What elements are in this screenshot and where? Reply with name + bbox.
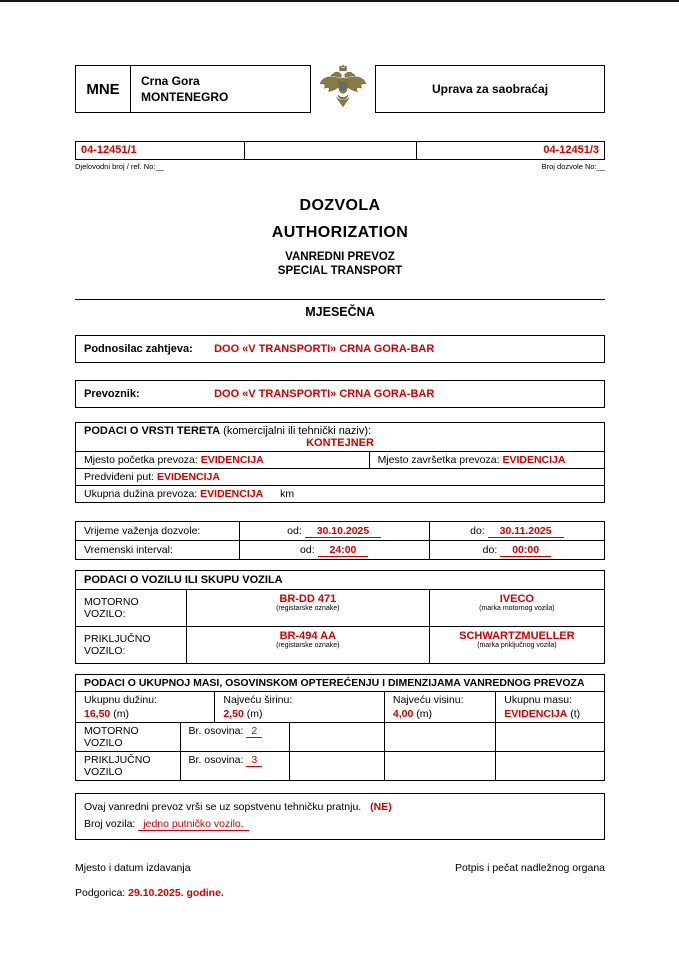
- from-label: od:: [287, 525, 302, 537]
- motor-axles-vehicle-label: MOTORNO VOZILO: [76, 723, 181, 751]
- interval-from-time: 24:00: [318, 544, 369, 557]
- trailer-plate-value: BR-494 AA: [279, 630, 337, 642]
- cargo-route-value: EVIDENCIJA: [156, 471, 220, 483]
- cargo-length-label: Ukupna dužina prevoza:: [84, 488, 198, 500]
- applicant-box: [75, 335, 605, 363]
- cargo-length-row: [76, 486, 604, 502]
- escort-line1: [84, 799, 596, 816]
- motor-plate-note: (registarske oznake): [276, 605, 340, 612]
- cargo-start-value: EVIDENCIJA: [200, 454, 264, 466]
- max-height-label: Najveću visinu:: [392, 694, 464, 706]
- max-height-cell: [385, 692, 496, 722]
- motor-brand-note: (marka motornog vozila): [479, 605, 555, 612]
- title-divider-line: [75, 299, 605, 300]
- empty-cell: [496, 752, 604, 780]
- trailer-brand-note: (marka priključnog vozila): [477, 642, 557, 649]
- vehicles-table: [76, 590, 604, 663]
- cargo-route-label: Predviđeni put:: [84, 471, 155, 483]
- empty-cell: [385, 752, 496, 780]
- interval-to-time: 00:00: [500, 544, 551, 557]
- motor-plate-cell: [187, 590, 430, 626]
- cargo-length-value: EVIDENCIJA: [200, 488, 264, 500]
- motor-plate-value: BR-DD 471: [279, 593, 337, 605]
- cargo-name: KONTEJNER: [76, 437, 604, 452]
- country-name-cell: [131, 66, 310, 112]
- vehicles-section-header: PODACI O VOZILU ILI SKUPU VOZILA: [76, 571, 604, 590]
- trailer-axles-vehicle-label: PRIKLJUČNO VOZILO: [76, 752, 181, 780]
- scan-top-edge: [0, 0, 679, 2]
- issue-date-line: [75, 887, 605, 899]
- max-width-cell: [215, 692, 384, 722]
- ref-cell-empty: [245, 141, 417, 160]
- signature-label: Potpis i pečat nadležnog organa: [454, 861, 605, 874]
- dimensions-section-header: PODACI O UKUPNOJ MASI, OSOVINSKOM OPTEREĆENJU I DIMENZIJAMA VANREDNOG PREVOZA: [76, 675, 604, 692]
- empty-cell: [496, 723, 604, 751]
- trailer-axles-count-cell: [181, 752, 291, 780]
- cargo-places-row: [76, 452, 604, 469]
- escort-statement: Ovaj vanredni prevoz vrši se uz sopstvenu tehničku pratnju.: [84, 801, 362, 813]
- document-header: [75, 65, 605, 113]
- cargo-length-unit: km: [280, 488, 295, 500]
- trailer-axles-label: Br. osovina:: [188, 754, 244, 766]
- issue-place: Podgorica:: [75, 886, 126, 899]
- title-vanredni-prevoz: VANREDNI PREVOZ: [285, 251, 395, 263]
- total-mass-unit: (t): [570, 708, 581, 720]
- trailer-axles-value: 3: [246, 754, 262, 767]
- cargo-end-value: EVIDENCIJA: [502, 454, 566, 466]
- validity-dates-row: [76, 522, 604, 540]
- escort-vehicles-label: Broj vozila:: [84, 818, 136, 831]
- cargo-route-row: [76, 469, 604, 486]
- country-code: MNE: [76, 66, 131, 112]
- cargo-start-label: Mjesto početka prevoza:: [84, 454, 198, 466]
- applicant-label: Podnosilac zahtjeva:: [84, 343, 193, 355]
- trailer-vehicle-label: PRIKLJUČNO VOZILO:: [76, 626, 187, 663]
- to-label: do:: [470, 525, 485, 537]
- agency-name: Uprava za saobraćaj: [375, 65, 605, 113]
- total-mass-value: EVIDENCIJA: [504, 708, 568, 720]
- time-interval-row: [76, 540, 604, 559]
- to-label: do:: [482, 544, 498, 556]
- cargo-end-label: Mjesto završetka prevoza:: [377, 454, 500, 466]
- max-width-unit: (m): [246, 708, 263, 720]
- time-interval-label: Vremenski interval:: [76, 541, 240, 559]
- reference-number-row: [75, 141, 605, 160]
- applicant-value: DOO «V TRANSPORTI» CRNA GORA-BAR: [214, 343, 435, 355]
- carrier-box: [75, 380, 605, 408]
- trailer-plate-note: (registarske oznake): [276, 642, 340, 649]
- escort-box: [75, 793, 605, 840]
- vehicles-box: [75, 570, 605, 664]
- validity-box: [75, 521, 605, 560]
- cargo-start-cell: [76, 452, 370, 468]
- total-length-value: 16,50: [84, 708, 111, 720]
- cargo-box: [75, 422, 605, 503]
- empty-cell: [290, 723, 385, 751]
- max-width-value-line: [223, 708, 375, 720]
- title-dozvola: DOZVOLA: [299, 197, 381, 214]
- country-name-english: MONTENEGRO: [141, 90, 229, 104]
- total-length-unit: (m): [113, 708, 129, 720]
- cargo-end-cell: [370, 452, 604, 468]
- motor-brand-value: IVECO: [499, 593, 534, 605]
- validity-from-cell: [240, 522, 430, 540]
- total-length-value-line: [84, 708, 206, 720]
- trailer-plate-cell: [187, 626, 430, 663]
- title-special-transport: SPECIAL TRANSPORT: [277, 265, 403, 277]
- max-width-value: 2,50: [223, 708, 244, 720]
- ref-number-left: 04-12451/1: [75, 141, 245, 160]
- carrier-label: Prevoznik:: [84, 388, 140, 400]
- empty-cell: [385, 723, 496, 751]
- motor-axles-value: 2: [246, 725, 262, 738]
- issue-date: 29.10.2025. godine.: [128, 886, 224, 899]
- interval-from-cell: [240, 541, 430, 559]
- coat-of-arms-icon: [311, 65, 375, 113]
- trailer-brand-value: SCHWARTZMUELLER: [459, 630, 575, 642]
- max-height-unit: (m): [416, 708, 432, 720]
- empty-cell: [290, 752, 385, 780]
- reference-labels-row: [75, 162, 605, 171]
- motor-axles-label: Br. osovina:: [188, 725, 244, 737]
- issue-place-label: Mjesto i datum izdavanja: [75, 861, 191, 874]
- document-content: [75, 65, 605, 899]
- motor-axles-count-cell: [181, 723, 291, 751]
- dimensions-values-row: [76, 692, 604, 723]
- escort-answer: (NE): [370, 801, 392, 813]
- validity-dates-label: Vrijeme važenja dozvole:: [76, 522, 240, 540]
- total-mass-label: Ukupnu masu:: [504, 694, 572, 706]
- max-height-value: 4,00: [392, 708, 414, 720]
- valid-to-date: 30.11.2025: [488, 525, 564, 538]
- footer-labels-row: [75, 862, 605, 874]
- cargo-header-title: PODACI O VRSTI TERETA: [84, 425, 221, 437]
- total-mass-value-line: [504, 708, 596, 720]
- cargo-header-note: (komercijalni ili tehnički naziv):: [223, 425, 372, 437]
- motor-axles-row: [76, 723, 604, 751]
- dimensions-box: [75, 674, 605, 781]
- cargo-section-header: [76, 423, 604, 437]
- ref-label-right: Broj dozvole No:__: [541, 162, 605, 171]
- escort-vehicles-value: jedno putničko vozilo.: [138, 818, 248, 831]
- total-length-cell: [76, 692, 215, 722]
- country-box: [75, 65, 311, 113]
- period-label: MJESEČNA: [305, 305, 375, 319]
- ref-label-left: Djelovodni broj / ref. No:__: [75, 162, 164, 171]
- title-block: [75, 197, 605, 277]
- interval-to-cell: [430, 541, 604, 559]
- total-mass-cell: [496, 692, 604, 722]
- motor-vehicle-label: MOTORNO VOZILO:: [76, 590, 187, 626]
- validity-to-cell: [430, 522, 604, 540]
- max-height-value-line: [393, 708, 487, 720]
- max-width-label: Najveću širinu:: [223, 694, 293, 706]
- total-length-label: Ukupnu dužinu:: [84, 694, 157, 706]
- trailer-brand-cell: [430, 626, 604, 663]
- carrier-value: DOO «V TRANSPORTI» CRNA GORA-BAR: [214, 388, 435, 400]
- from-label: od:: [300, 544, 315, 556]
- trailer-axles-row: [76, 751, 604, 780]
- escort-line2: [84, 816, 596, 833]
- ref-number-right: 04-12451/3: [417, 141, 605, 160]
- valid-from-date: 30.10.2025: [305, 525, 382, 538]
- motor-brand-cell: [430, 590, 604, 626]
- country-name-local: Crna Gora: [141, 73, 200, 88]
- title-authorization: AUTHORIZATION: [271, 224, 409, 241]
